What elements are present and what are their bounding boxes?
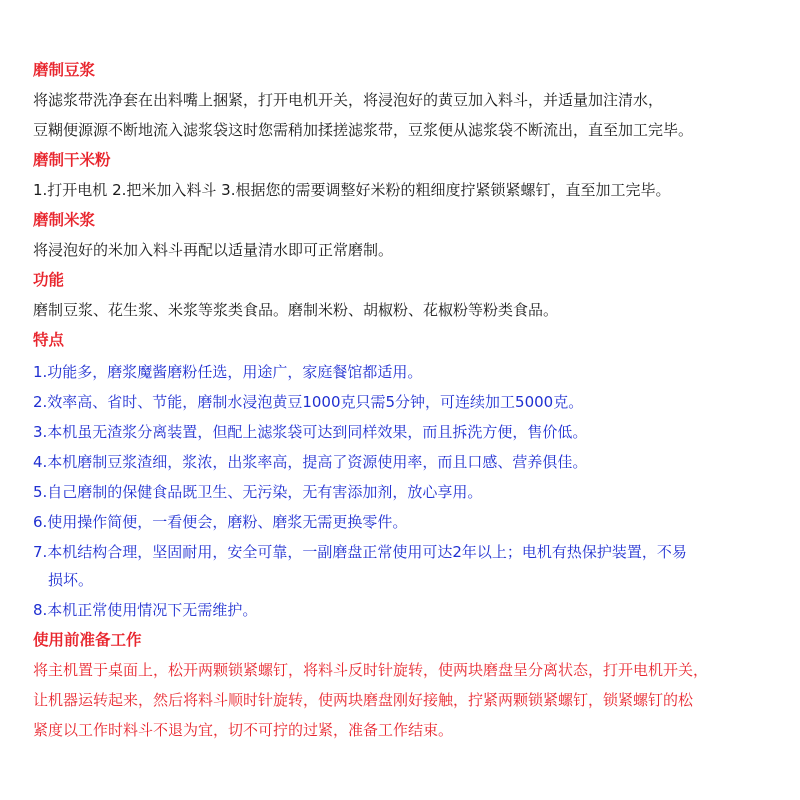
heading-functions: 功能 (33, 271, 65, 289)
soymilk-line-1: 将滤浆带洗净套在出料嘴上捆紧，打开电机开关，将浸泡好的黄豆加入料斗，并适量加注清水， (33, 91, 664, 109)
heading-preparation: 使用前准备工作 (33, 631, 142, 649)
functions-line: 磨制豆浆、花生浆、米浆等浆类食品。磨制米粉、胡椒粉、花椒粉等粉类食品。 (33, 301, 559, 319)
feature-item-1: 1.功能多，磨浆魔酱磨粉任选，用途广，家庭餐馆都适用。 (33, 363, 423, 381)
heading-dry-rice-flour: 磨制干米粉 (33, 151, 111, 169)
feature-item-7: 7.本机结构合理，坚固耐用，安全可靠，一副磨盘正常使用可达2年以上；电机有热保护装置，不易 (33, 543, 687, 561)
heading-features: 特点 (33, 331, 65, 349)
heading-soymilk: 磨制豆浆 (33, 61, 96, 79)
preparation-line-3: 紧度以工作时料斗不退为宜，切不可拧的过紧，准备工作结束。 (33, 721, 454, 739)
soymilk-line-2: 豆糊便源源不断地流入滤浆袋这时您需稍加揉搓滤浆带，豆浆便从滤浆袋不断流出，直至加工完毕。 (33, 121, 694, 139)
preparation-line-2: 让机器运转起来，然后将料斗顺时针旋转，使两块磨盘刚好接触，拧紧两颗锁紧螺钉，锁紧螺钉的松 (33, 691, 694, 709)
dry-rice-flour-steps: 1.打开电机 2.把米加入料斗 3.根据您的需要调整好米粉的粗细度拧紧锁紧螺钉，直至加工完毕。 (33, 181, 671, 199)
feature-item-5: 5.自己磨制的保健食品既卫生、无污染，无有害添加剂，放心享用。 (33, 483, 483, 501)
heading-rice-milk: 磨制米浆 (33, 211, 96, 229)
feature-item-7-continued: 损坏。 (48, 571, 94, 589)
feature-item-6: 6.使用操作简便，一看便会，磨粉、磨浆无需更换零件。 (33, 513, 408, 531)
feature-item-8: 8.本机正常使用情况下无需维护。 (33, 601, 258, 619)
feature-item-3: 3.本机虽无渣浆分离装置，但配上滤浆袋可达到同样效果，而且拆洗方便，售价低。 (33, 423, 588, 441)
rice-milk-line: 将浸泡好的米加入料斗再配以适量清水即可正常磨制。 (33, 241, 394, 259)
feature-item-2: 2.效率高、省时、节能，磨制水浸泡黄豆1000克只需5分钟，可连续加工5000克。 (33, 393, 584, 411)
feature-item-4: 4.本机磨制豆浆渣细，浆浓，出浆率高，提高了资源使用率，而且口感、营养俱佳。 (33, 453, 588, 471)
preparation-line-1: 将主机置于桌面上，松开两颗锁紧螺钉，将料斗反时针旋转，使两块磨盘呈分离状态，打开电机开关， (33, 661, 709, 679)
